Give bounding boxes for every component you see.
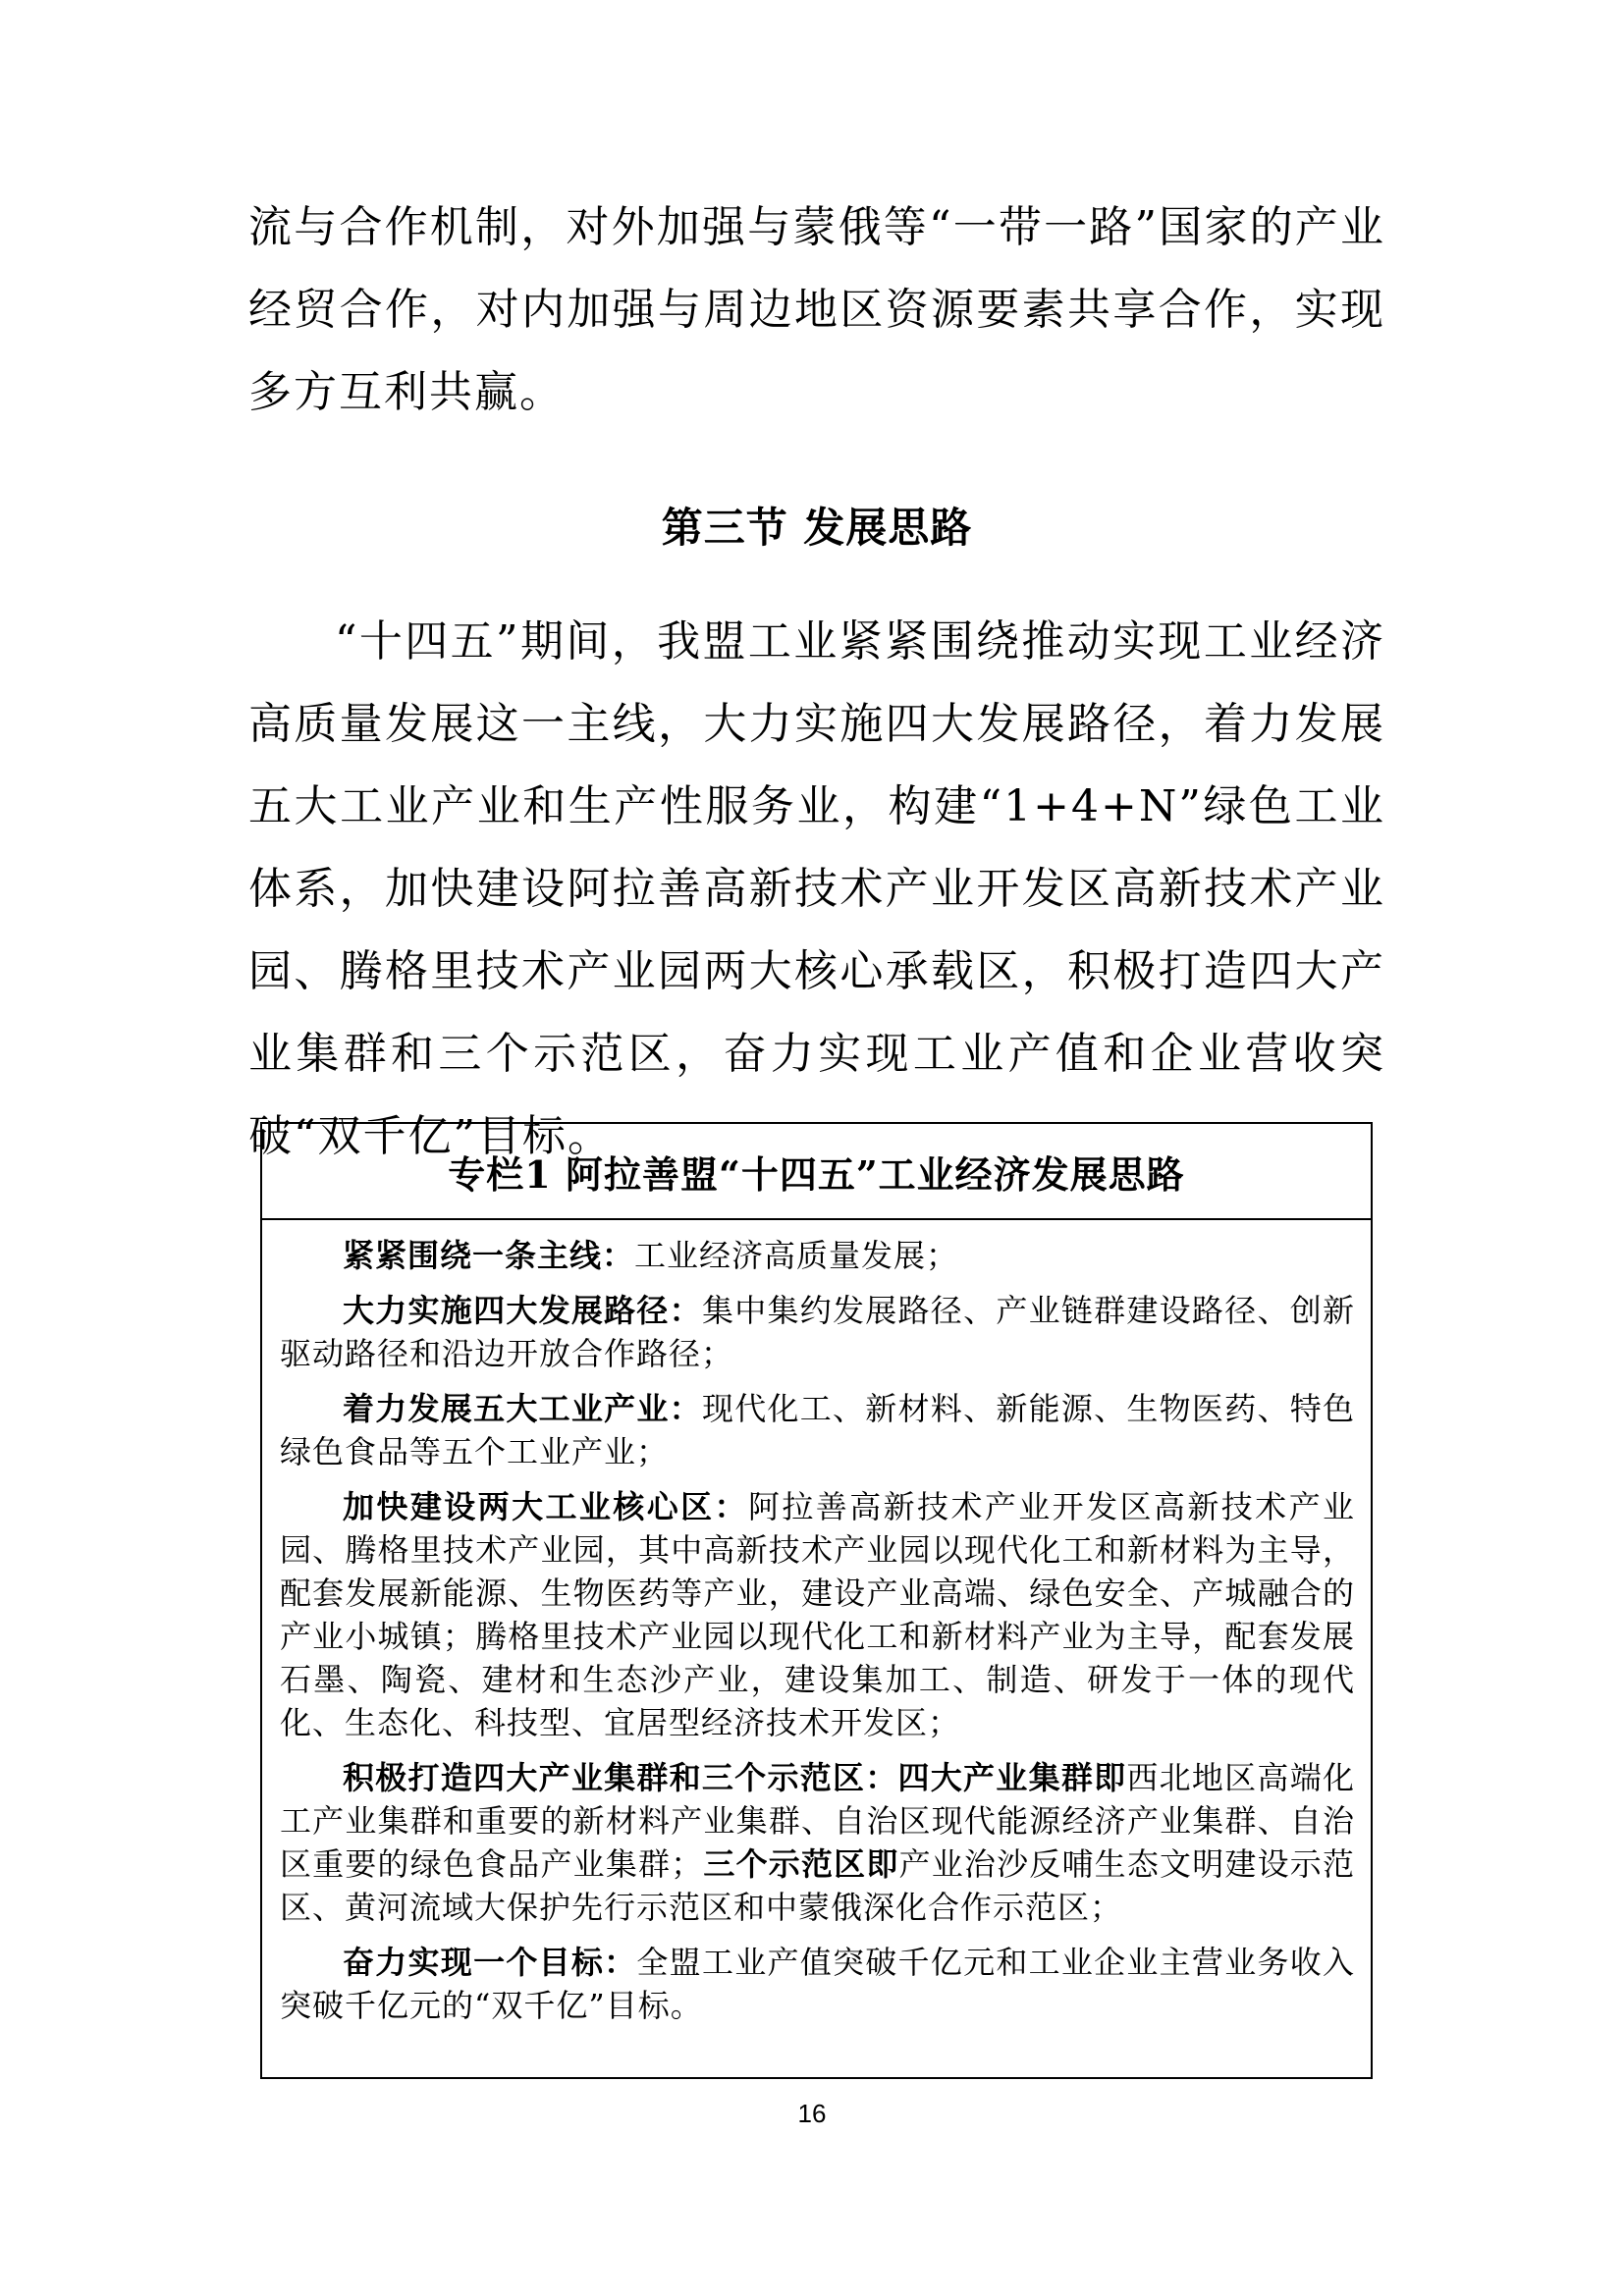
- box-item-text: 工业经济高质量发展；: [634, 1237, 959, 1274]
- column-box: [260, 1122, 1373, 2079]
- box-item-five-industries: [280, 1387, 1355, 1473]
- box-item-bold-demo-zones: 三个示范区即: [703, 1845, 899, 1883]
- box-item-text: 西北地区高端化工产业集群和重要的新材料产业集群、自治区现代能源经济产业集群、自治区重要的绿色食品产业集群；: [280, 1759, 1355, 1883]
- box-item-text: 集中集约发展路径、产业链群建设路径、创新驱动路径和沿边开放合作路径；: [280, 1292, 1355, 1372]
- box-item-bold-clusters: 四大产业集群即: [897, 1759, 1127, 1796]
- box-item-text: 产业治沙反哺生态文明建设示范区、黄河流域大保护先行示范区和中蒙俄深化合作示范区；: [280, 1845, 1355, 1926]
- paragraph-continued: 流与合作机制，对外加强与蒙俄等“一带一路”国家的产业经贸合作，对内加强与周边地区资源要素共享合作，实现多方互利共赢。: [248, 202, 1385, 417]
- box-item-label: 奋力实现一个目标：: [343, 1944, 637, 1981]
- box-item-text: 全盟工业产值突破千亿元和工业企业主营业务收入突破千亿元的“双千亿”目标。: [280, 1944, 1355, 2024]
- box-item-label: 加快建设两大工业核心区：: [343, 1488, 748, 1525]
- section-title: 第三节 发展思路: [661, 504, 973, 552]
- column-box-body: [262, 1220, 1371, 2027]
- box-item-main-line: [280, 1234, 1355, 1277]
- paragraph-main: “十四五”期间，我盟工业紧紧围绕推动实现工业经济高质量发展这一主线，大力实施四大发展路径，着力发展五大工业产业和生产性服务业，构建“1+4+N”绿色工业体系，加快建设阿拉善高新技术产业开发区高新技术产业园、腾格里技术产业园两大核心承载区，积极打造四大产业集群和三个示范区，奋力实现工业产值和企业营收突破“双千亿”目标。: [248, 616, 1385, 1161]
- box-item-label: 积极打造四大产业集群和三个示范区：: [343, 1759, 898, 1796]
- box-item-label: 着力发展五大工业产业：: [343, 1390, 702, 1427]
- box-item-label: 紧紧围绕一条主线：: [343, 1237, 635, 1274]
- box-item-goal: [280, 1941, 1355, 2027]
- column-box-title: 专栏1 阿拉善盟“十四五”工业经济发展思路: [262, 1124, 1371, 1220]
- page-number: 16: [797, 2099, 827, 2128]
- box-item-text: 阿拉善高新技术产业开发区高新技术产业园、腾格里技术产业园，其中高新技术产业园以现代化工和新材料为主导，配套发展新能源、生物医药等产业，建设产业高端、绿色安全、产城融合的产业小城镇；腾格里技术产业园以现代化工和新材料产业为主导，配套发展石墨、陶瓷、建材和生态沙产业，建设集加工、制造、研发于一体的现代化、生态化、科技型、宜居型经济技术开发区；: [280, 1488, 1355, 1741]
- box-item-label: 大力实施四大发展路径：: [343, 1292, 702, 1329]
- box-item-development-paths: [280, 1289, 1355, 1375]
- box-item-core-zones: [280, 1485, 1355, 1744]
- box-item-clusters-demo-zones: [280, 1756, 1355, 1929]
- box-item-text: 现代化工、新材料、新能源、生物医药、特色绿色食品等五个工业产业；: [280, 1390, 1355, 1470]
